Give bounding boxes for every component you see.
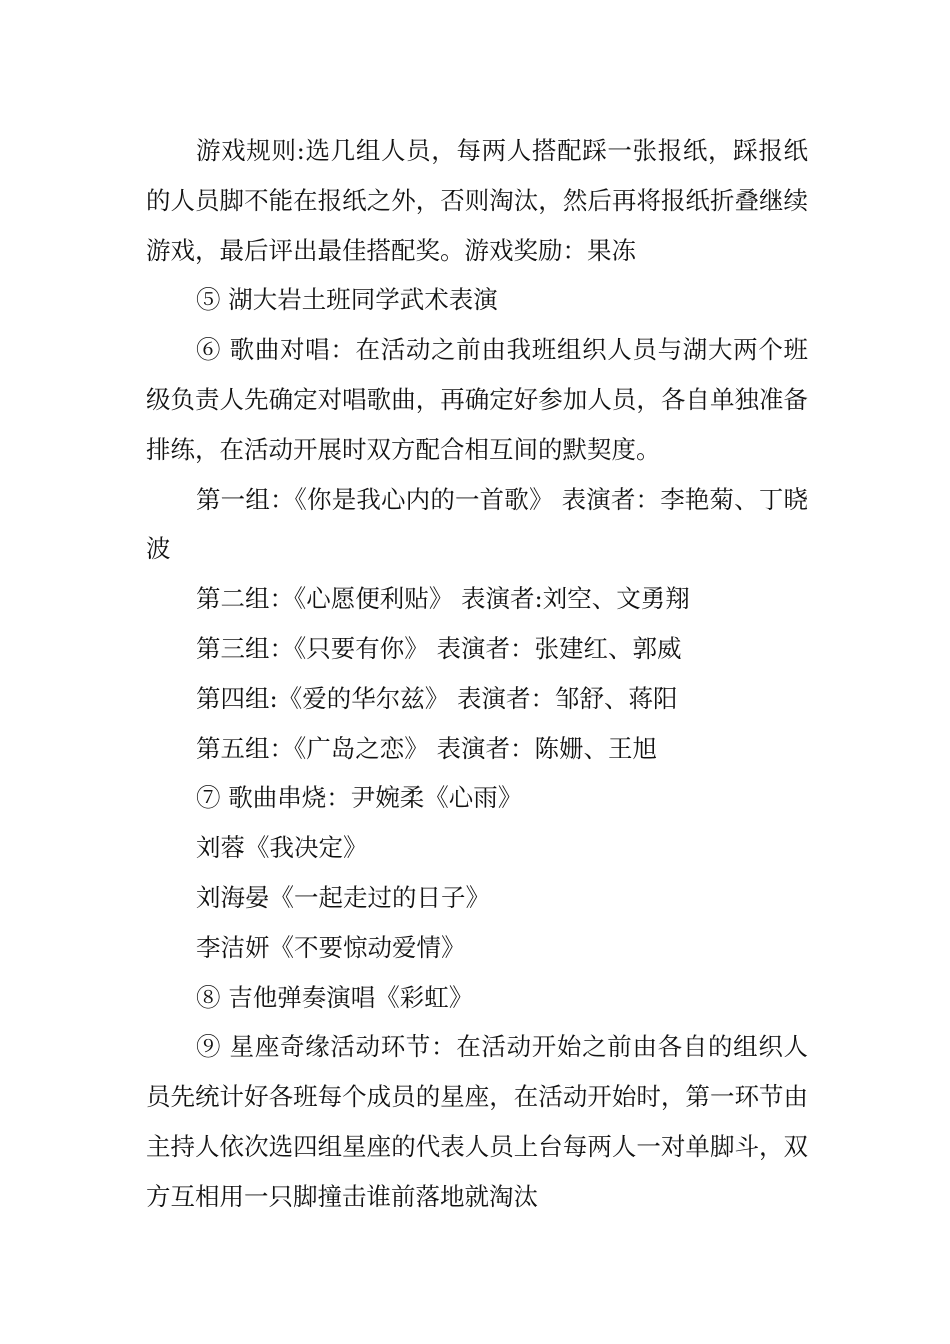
paragraph-item-8: ⑧ 吉他弹奏演唱《彩虹》 [196, 982, 474, 1012]
paragraph-medley-2: 刘蓉《我决定》 [196, 833, 368, 863]
paragraph-item-5: ⑤ 湖大岩土班同学武术表演 [196, 285, 498, 315]
paragraph-group-3: 第三组：《只要有你》 表演者：张建红、郭威 [196, 633, 682, 663]
paragraph-item-9: ⑨ 星座奇缘活动环节：在活动开始之前由各自的组织人员先统计好各班每个成员的星座，在活动开始时，第一环节由主持人依次选四组星座的代表人员上台每两人一对单脚斗，双方互相用一只脚撞击谁前落地就淘汰 [146, 1032, 808, 1211]
paragraph-game-rules: 游戏规则:选几组人员，每两人搭配踩一张报纸，踩报纸的人员脚不能在报纸之外，否则淘汰，然后再将报纸折叠继续游戏，最后评出最佳搭配奖。游戏奖励：果冻 [146, 136, 808, 265]
paragraph-group-4: 第四组:《爱的华尔兹》 表演者：邹舒、蒋阳 [196, 683, 678, 713]
paragraph-group-2: 第二组：《心愿便利贴》 表演者:刘空、文勇翔 [196, 584, 690, 614]
paragraph-item-7: ⑦ 歌曲串烧：尹婉柔《心雨》 [196, 783, 523, 813]
paragraph-medley-4: 李洁妍《不要惊动爱情》 [196, 932, 466, 962]
paragraph-group-5: 第五组：《广岛之恋》 表演者：陈姗、王旭 [196, 733, 658, 763]
document-body [146, 126, 808, 1222]
paragraph-group-1: 第一组：《你是我心内的一首歌》 表演者：李艳菊、丁晓波 [146, 484, 808, 564]
paragraph-medley-3: 刘海晏《一起走过的日子》 [196, 882, 490, 912]
paragraph-item-6: ⑥ 歌曲对唱：在活动之前由我班组织人员与湖大两个班级负责人先确定对唱歌曲，再确定好参加人员，各自单独准备排练，在活动开展时双方配合相互间的默契度。 [146, 335, 808, 464]
